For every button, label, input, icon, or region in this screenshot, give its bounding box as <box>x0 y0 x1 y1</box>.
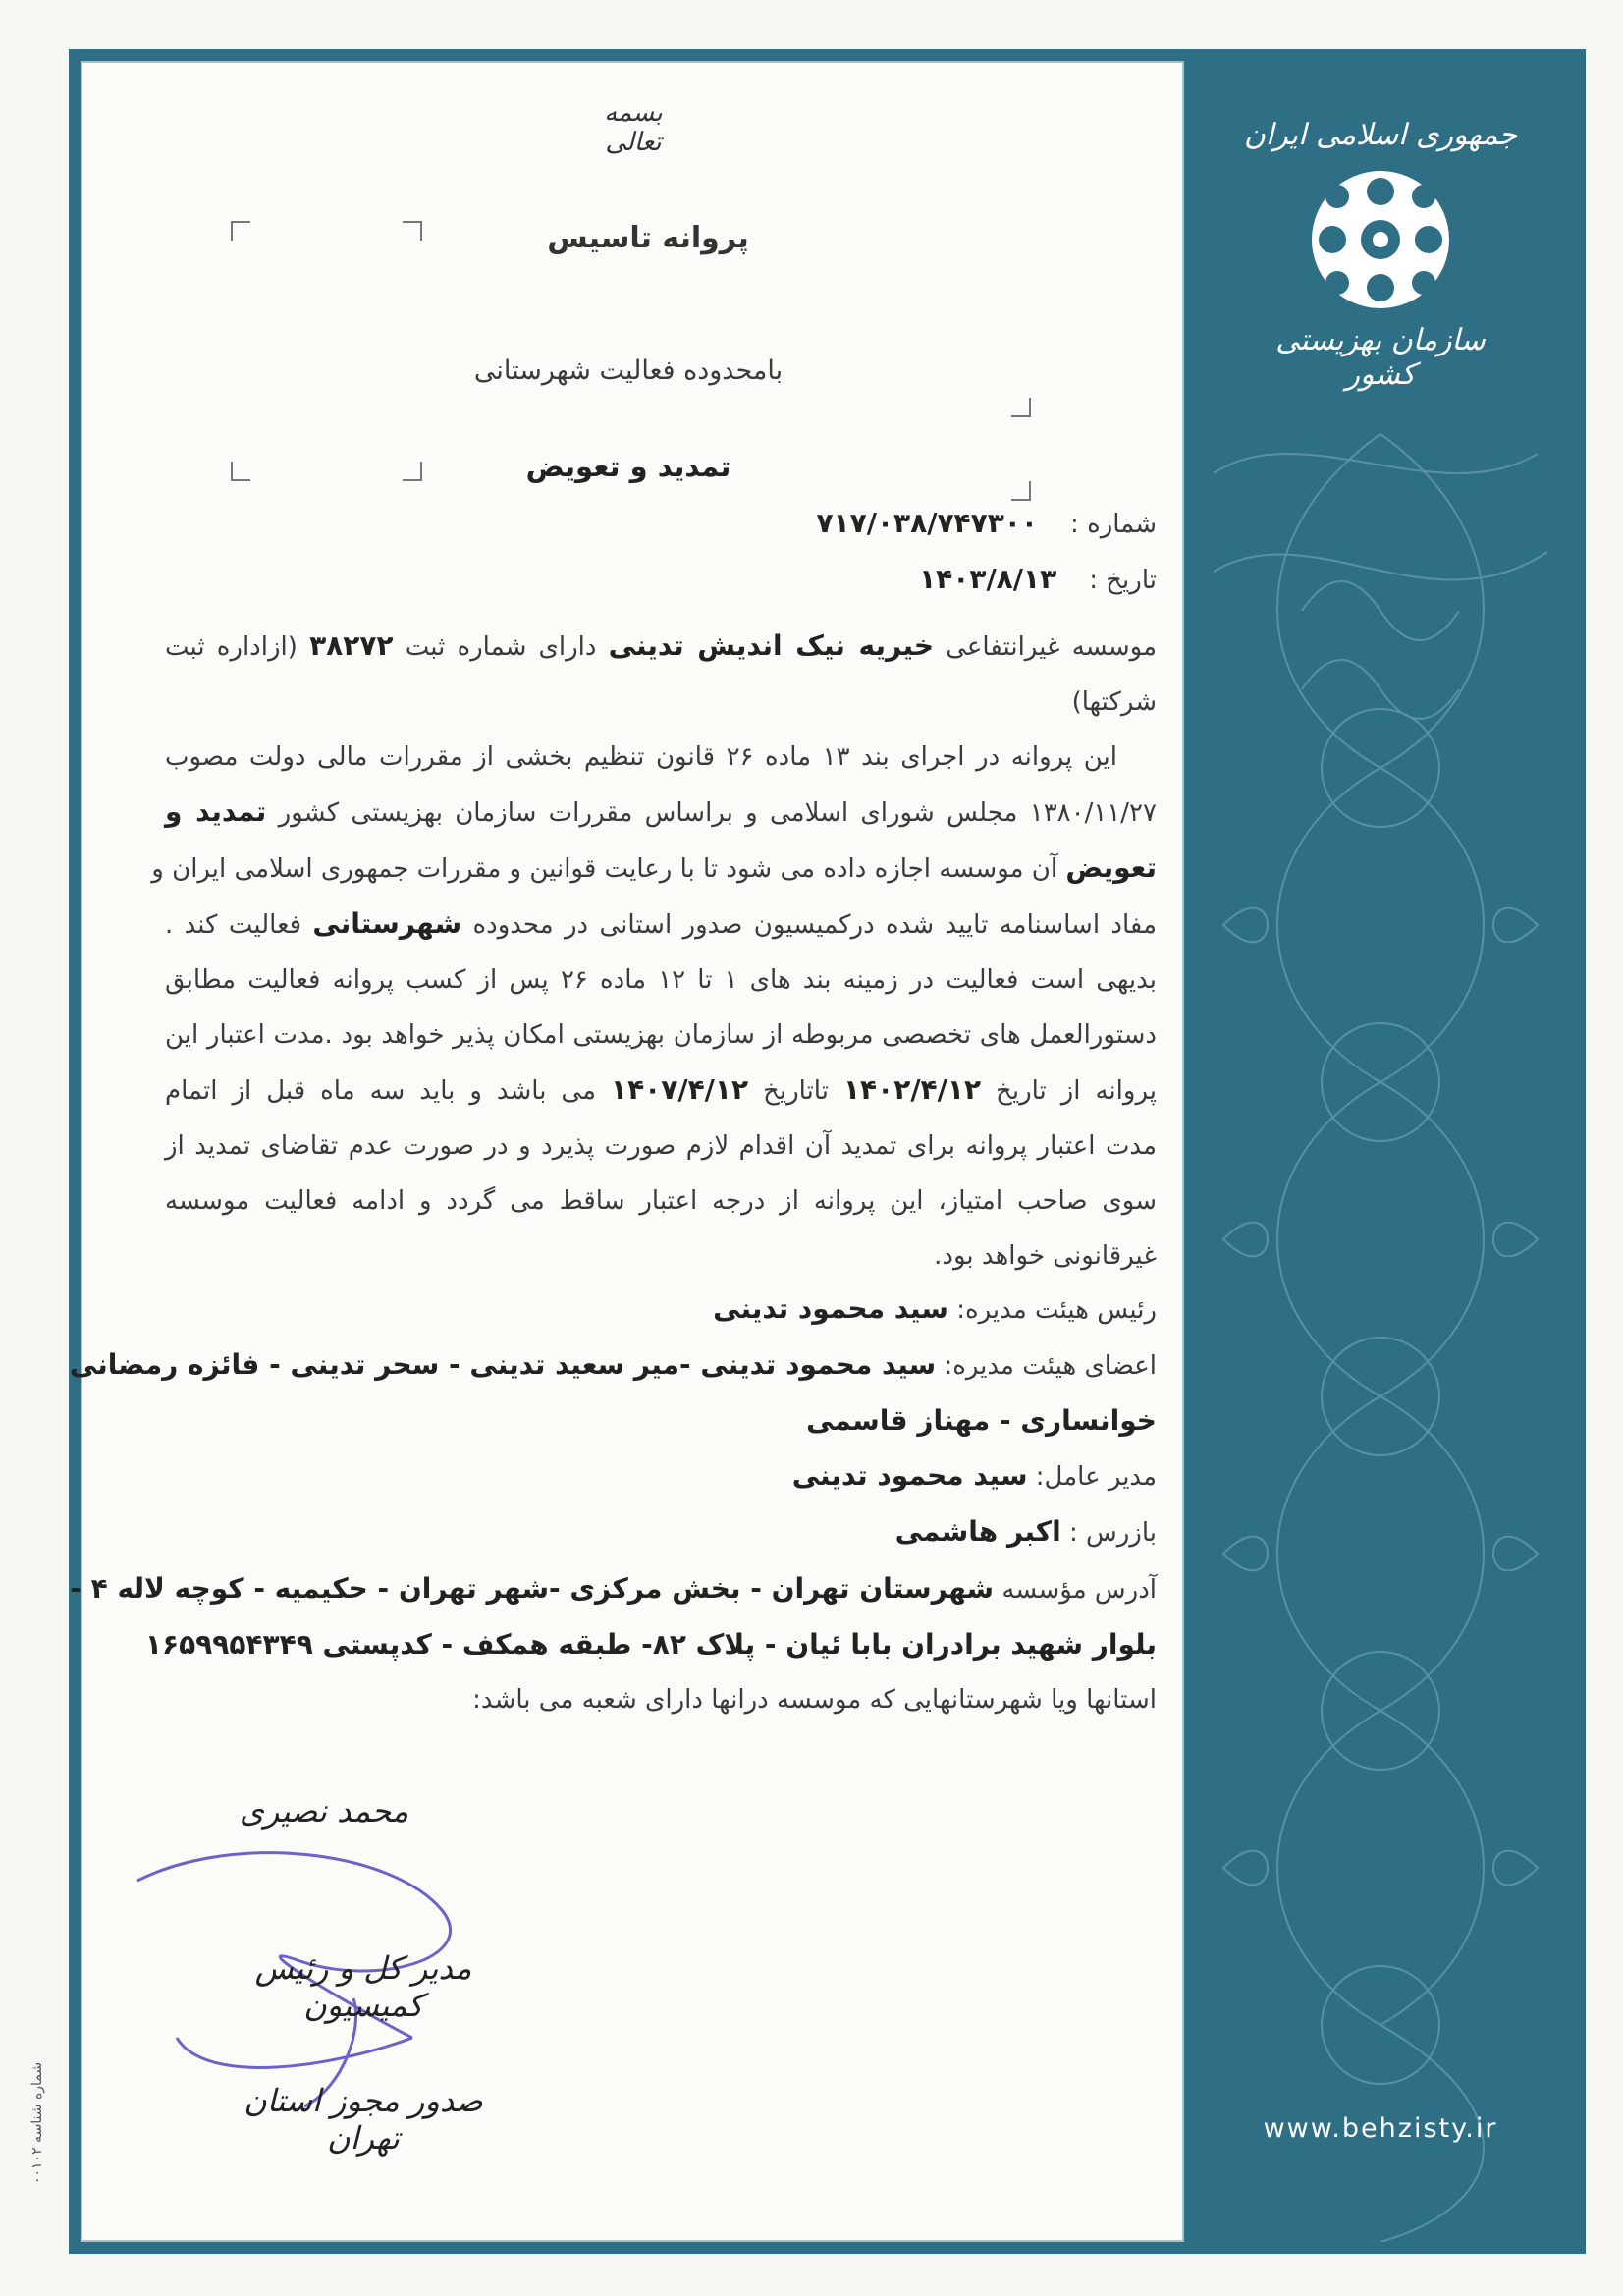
body-line: مدت اعتبار پروانه برای تمدید آن اقدام لازم صورت پذیرد و در صورت عدم تقاضای تمدید از <box>165 1131 1157 1161</box>
validity-start-date: ۱۴۰۲/۴/۱۲ <box>842 1073 982 1106</box>
intro-line <box>165 619 1157 675</box>
members-row: خوانساری - مهناز قاسمی <box>806 1404 1157 1437</box>
address-label: آدرس مؤسسه <box>1001 1575 1157 1605</box>
emphasis-text: تعویض <box>1065 851 1157 884</box>
signer-title: مدیر کل و رئیس کمیسیون <box>254 1949 472 2024</box>
corner-mark <box>231 462 250 481</box>
date-value: ۱۴۰۳/۸/۱۳ <box>919 563 1057 595</box>
inspector-label: بازرس : <box>1068 1518 1157 1548</box>
corner-mark <box>231 221 250 241</box>
branches-row: استانها ویا شهرستانهایی که موسسه درانها دارای شعبه می باشد: <box>472 1685 1157 1715</box>
body-text: ۱۳۸۰/۱۱/۲۷ مجلس شورای اسلامی و براساس مقررات سازمان بهزیستی کشور <box>278 798 1157 828</box>
body-line: دستورالعمل های تخصصی مربوطه از سازمان بهزیستی امکان پذیر خواهد بود .مدت اعتبار این <box>165 1020 1157 1050</box>
emblem-area <box>1243 100 1518 424</box>
emblem-top-text: جمهوری اسلامی ایران <box>1243 118 1518 152</box>
corner-mark <box>403 462 422 481</box>
corner-mark <box>1011 398 1031 417</box>
chair-label: رئیس هیئت مدیره: <box>956 1295 1157 1325</box>
body-line: غیرقانونی خواهد بود. <box>934 1241 1157 1271</box>
bismillah-calligraphy: بسمه تعالی <box>604 98 663 157</box>
address-text: شهرستان تهران - بخش مرکزی -شهر تهران - حکیمیه - کوچه لاله ۴ - <box>70 1572 995 1605</box>
signer-title: صدور مجوز استان تهران <box>243 2082 483 2157</box>
emphasis-text: شهرستانی <box>312 907 462 940</box>
corner-mark <box>403 221 422 241</box>
registration-number: ۳۸۲۷۲ <box>309 629 394 662</box>
address-row <box>70 1561 1157 1617</box>
members-label: اعضای هیئت مدیره: <box>944 1351 1157 1381</box>
inspector-row <box>165 1504 1157 1560</box>
address-section <box>70 1561 1157 1727</box>
body-text: می باشد و باید سه ماه قبل از اتمام <box>165 1076 597 1106</box>
number-value: ۷۱۷/۰۳۸/۷۴۷۳۰۰ <box>816 507 1038 539</box>
emphasis-text: تمدید و <box>165 795 267 828</box>
emblem-bottom-text: سازمان بهزیستی کشور <box>1275 323 1486 392</box>
date-row <box>469 552 1157 608</box>
signature-area <box>118 1792 530 2157</box>
body-text: تاتاریخ <box>763 1076 829 1106</box>
signer-name: محمد نصیری <box>239 1792 409 1830</box>
inspector-name: اکبر هاشمی <box>894 1515 1061 1548</box>
body-text: مفاد اساسنامه تایید شده درکمیسیون صدور استانی در محدوده <box>472 910 1157 940</box>
website-url: www.behzisty.ir <box>1263 2113 1498 2144</box>
intro-line: شرکتها) <box>1071 687 1157 717</box>
intro-text: موسسه غیرانتفاعی <box>946 632 1158 662</box>
body-line <box>165 1063 1157 1119</box>
renewal-title: تمدید و تعویض <box>525 450 731 483</box>
body-text: فعالیت کند . <box>165 910 302 940</box>
body-text <box>151 619 1158 1284</box>
number-label: شماره : <box>1070 510 1157 539</box>
ceo-label: مدیر عامل: <box>1035 1462 1157 1492</box>
org-name: خیریه نیک اندیش تدینی <box>608 629 935 662</box>
body-text: آن موسسه اجازه داده می شود تا با رعایت قوانین و مقررات جمهوری اسلامی ایران و <box>151 854 1058 884</box>
body-line: بدیهی است فعالیت در زمینه بند های ۱ تا ۱۲ ماده ۲۶ پس از کسب پروانه فعالیت مطابق <box>165 965 1157 995</box>
scope-line: بامحدوده فعالیت شهرستانی <box>473 355 784 386</box>
side-panel <box>1184 61 1574 2242</box>
date-label: تاریخ : <box>1089 566 1157 595</box>
members-row <box>69 1338 1157 1394</box>
ceo-name: سید محمود تدینی <box>791 1459 1028 1492</box>
body-line <box>151 841 1157 897</box>
body-line: سوی صاحب امتیاز، این پروانه از درجه اعتبار ساقط می گردد و ادامه فعالیت موسسه <box>165 1186 1157 1216</box>
address-row: بلوار شهید برادران بابا ئیان - پلاک ۸۲- طبقه همکف - کدپستی ۱۶۵۹۹۵۴۳۴۹ <box>144 1628 1157 1661</box>
chair-row <box>165 1282 1157 1338</box>
body-text: پروانه از تاریخ <box>996 1076 1158 1106</box>
intro-text: (ازاداره ثبت <box>165 632 298 662</box>
serial-number: شماره شناسه ۰۰۱۰۲ <box>29 2062 45 2185</box>
number-row <box>469 496 1157 552</box>
ceo-row <box>165 1449 1157 1504</box>
chair-name: سید محمود تدینی <box>713 1292 948 1325</box>
body-line <box>165 785 1157 841</box>
page-title: پروانه تاسیس <box>547 221 749 255</box>
body-line: این پروانه در اجرای بند ۱۳ ماده ۲۶ قانون تنظیم بخشی از مقررات مالی دولت مصوب <box>165 742 1118 772</box>
intro-text: دارای شماره ثبت <box>405 632 597 662</box>
validity-end-date: ۱۴۰۷/۴/۱۲ <box>611 1073 749 1106</box>
body-line <box>165 897 1157 953</box>
behzisti-logo-icon <box>1307 166 1454 313</box>
members-names: سید محمود تدینی -میر سعید تدینی - سحر تدینی - فائزه رمضانی <box>69 1348 937 1381</box>
board-section <box>69 1282 1157 1560</box>
